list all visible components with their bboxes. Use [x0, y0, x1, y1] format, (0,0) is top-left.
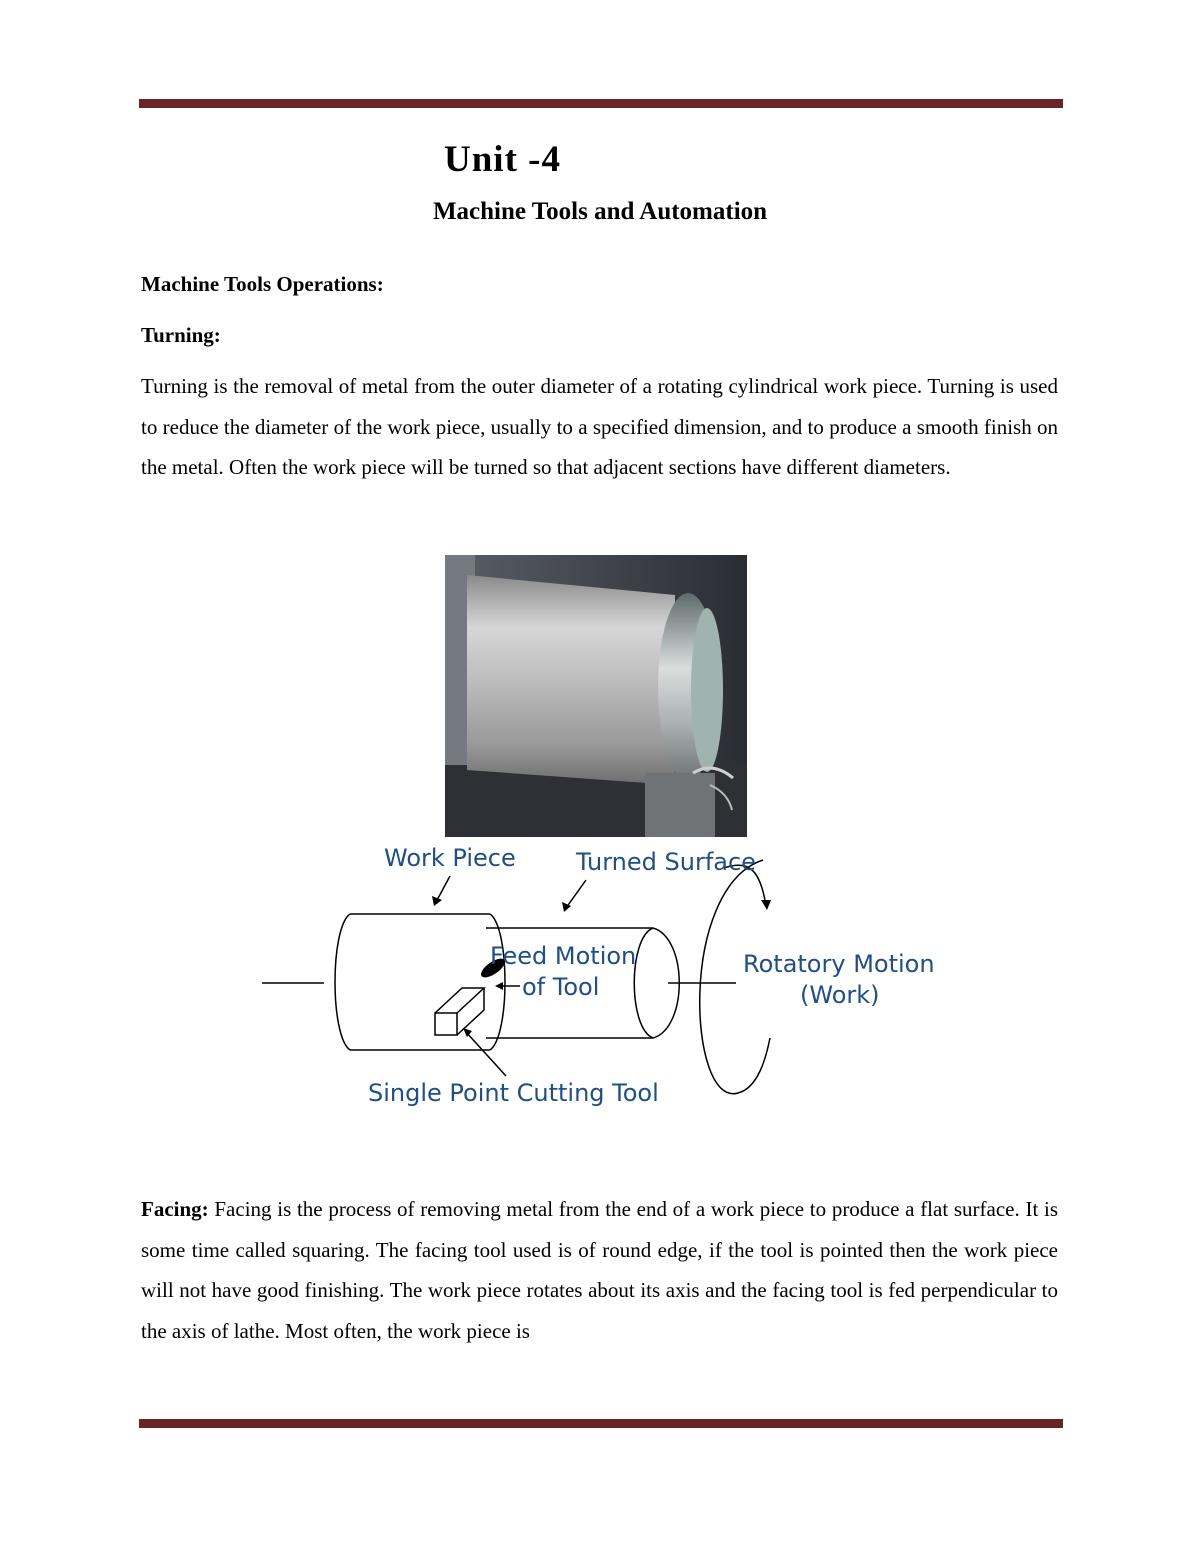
tool-end-face [435, 1013, 457, 1035]
label-work-piece: Work Piece [384, 844, 516, 872]
operations-heading: Machine Tools Operations: [141, 272, 384, 296]
turning-diagram [258, 838, 958, 1113]
label-feed-motion-2: of Tool [522, 973, 600, 1001]
label-feed-motion-1: Feed Motion [490, 942, 637, 970]
document-subtitle: Machine Tools and Automation [432, 198, 768, 225]
workpiece-left-end [335, 914, 350, 1050]
label-turned-surface: Turned Surface [576, 848, 756, 876]
unit-title: Unit -4 [444, 139, 561, 180]
top-rule [139, 99, 1063, 108]
facing-heading: Facing: [141, 1197, 209, 1221]
turning-photo [445, 555, 747, 837]
turned-pointer [566, 880, 586, 908]
workpiece-pointer [436, 876, 450, 902]
turned-inner-end [634, 928, 653, 1038]
facing-paragraph [141, 1189, 1058, 1351]
tool-top-face [435, 988, 484, 1013]
turning-paragraph: Turning is the removal of metal from the outer diameter of a rotating cylindrical work piece. Turning is used to reduce the diameter of the work piece, usually to a specified dimension, and to produce a smooth finish on the metal. Often the work piece will be turned so that adjacent sections have different diameters. [141, 374, 1058, 479]
workpiece-right-end [490, 914, 505, 1050]
label-rotatory-motion-2: (Work) [800, 981, 880, 1009]
bottom-rule [139, 1419, 1063, 1428]
tool-side-face [457, 988, 484, 1035]
facing-text: Facing is the process of removing metal from the end of a work piece to produce a flat surface. It is some time called squaring. The facing tool used is of round edge, if the tool is pointed then the work piece will not have good finishing. The work piece rotates about its axis and the facing tool is fed perpendicular to the axis of lathe. Most often, the work piece is [141, 1197, 1059, 1343]
turning-heading: Turning: [141, 323, 221, 347]
label-rotatory-motion-1: Rotatory Motion [743, 950, 935, 978]
label-cutting-tool: Single Point Cutting Tool [368, 1079, 659, 1107]
